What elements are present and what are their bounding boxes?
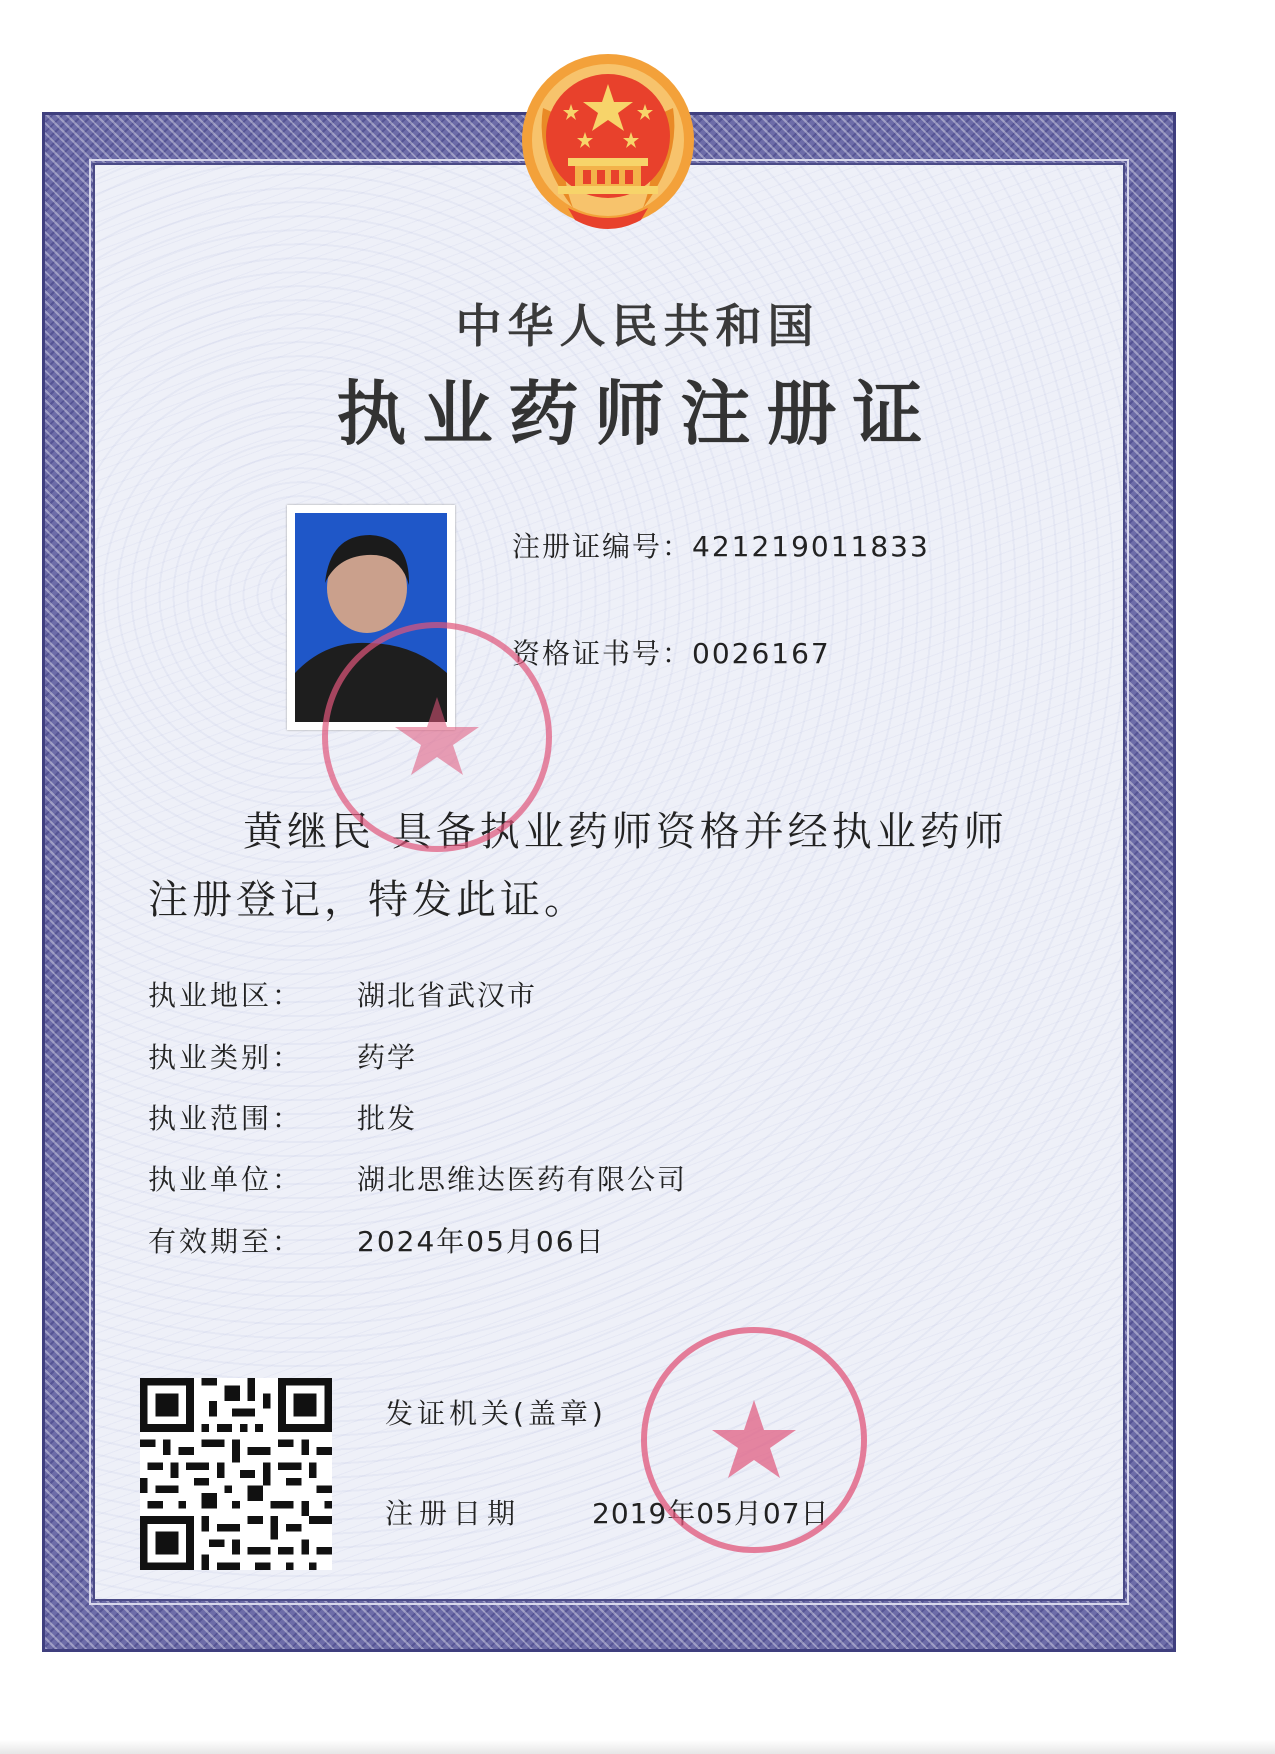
practice-unit-value: 湖北思维达医药有限公司: [357, 1163, 688, 1196]
registration-number: 421219011833: [692, 530, 930, 563]
practice-category-label: 执业类别：: [148, 1041, 304, 1074]
scan-edge: [0, 1740, 1275, 1754]
qr-code-icon: [140, 1378, 332, 1570]
practice-region-label: 执业地区：: [148, 979, 304, 1012]
person-portrait-icon: [295, 513, 447, 722]
qualification-number-label: 资格证书号：: [512, 637, 693, 670]
statement-line-1: [243, 800, 1008, 857]
valid-until-label: 有效期至：: [148, 1225, 304, 1258]
statement-text: 具备执业药师资格并经执业药师: [391, 809, 1008, 855]
registration-date-label: 注册日期: [385, 1497, 522, 1530]
practice-scope-label: 执业范围：: [148, 1102, 304, 1135]
issuing-authority-label: 发证机关(盖章): [385, 1397, 607, 1430]
practice-category-value: 药学: [357, 1041, 418, 1074]
registration-number-row: [512, 525, 930, 565]
statement-line-2: 注册登记，特发此证。: [148, 877, 588, 923]
practice-scope-value: 批发: [357, 1102, 418, 1135]
practice-region-value: 湖北省武汉市: [357, 979, 538, 1012]
country-title: 中华人民共和国: [455, 299, 820, 353]
certificate-title: 执业药师注册证: [336, 373, 939, 455]
practice-unit-label: 执业单位：: [148, 1163, 304, 1196]
holder-name: 黄继民: [243, 809, 375, 855]
national-emblem-icon: [513, 48, 703, 238]
registration-number-label: 注册证编号：: [512, 530, 693, 563]
qualification-number: 0026167: [692, 637, 831, 670]
valid-until-value: 2024年05月06日: [357, 1225, 606, 1258]
registration-date-value: 2019年05月07日: [592, 1497, 830, 1530]
qualification-number-row: [512, 632, 831, 672]
holder-photo: [287, 505, 455, 730]
